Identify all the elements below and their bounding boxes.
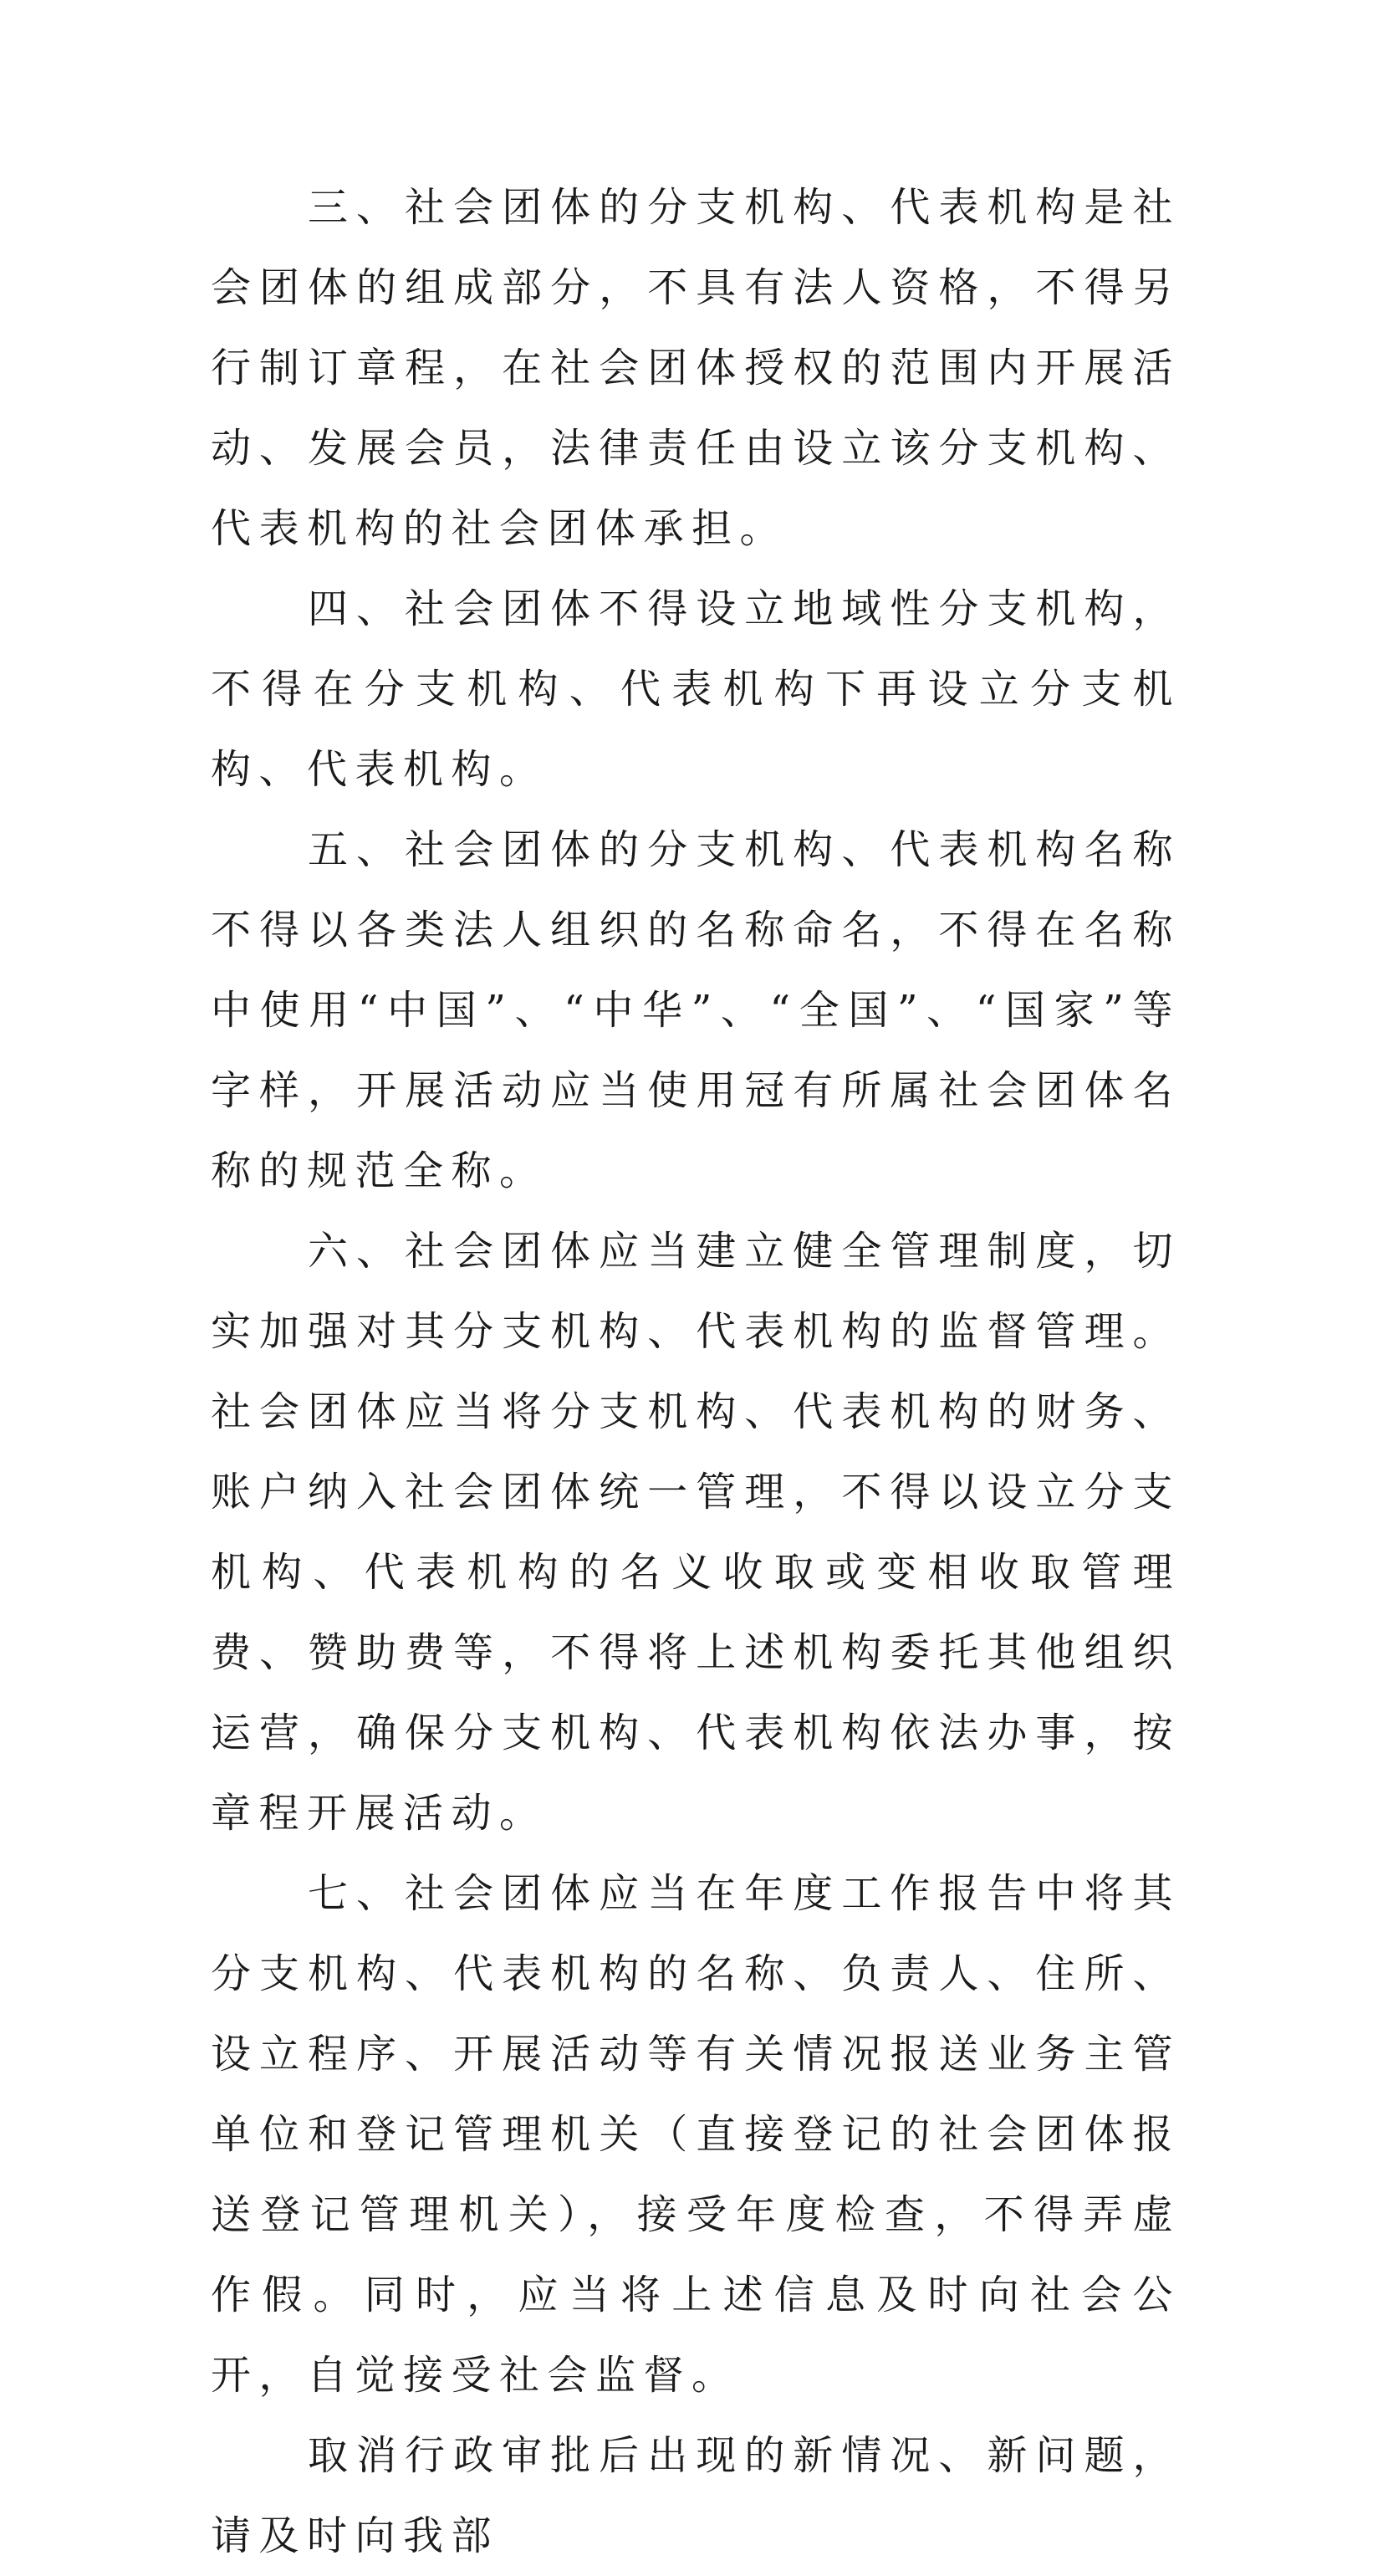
paragraph-4: 四、社会团体不得设立地域性分支机构，不得在分支机构、代表机构下再设立分支机构、代表机构。 bbox=[211, 585, 1181, 793]
paragraph-closing: 取消行政审批后出现的新情况、新问题，请及时向我部 bbox=[211, 2432, 1181, 2559]
paragraph-7: 七、社会团体应当在年度工作报告中将其分支机构、代表机构的名称、负责人、住所、设立程序、开展活动等有关情况报送业务主管单位和登记管理机关（直接登记的社会团体报送登记管理机关），接受年度检查，不得弄虚作假。同时，应当将上述信息及时向社会公开，自觉接受社会监督。 bbox=[211, 1870, 1181, 2399]
paragraph-5: 五、社会团体的分支机构、代表机构名称不得以各类法人组织的名称命名，不得在名称中使用“中国”、“中华”、“全国”、“国家”等字样，开展活动应当使用冠有所属社会团体名称的规范全称。 bbox=[211, 826, 1181, 1194]
paragraph-3: 三、社会团体的分支机构、代表机构是社会团体的组成部分，不具有法人资格，不得另行制订章程，在社会团体授权的范围内开展活动、发展会员，法律责任由设立该分支机构、代表机构的社会团体承担。 bbox=[211, 184, 1181, 552]
document-body bbox=[211, 167, 1181, 2576]
paragraph-6: 六、社会团体应当建立健全管理制度，切实加强对其分支机构、代表机构的监督管理。社会团体应当将分支机构、代表机构的财务、账户纳入社会团体统一管理，不得以设立分支机构、代表机构的名义收取或变相收取管理费、赞助费等，不得将上述机构委托其他组织运营，确保分支机构、代表机构依法办事，按章程开展活动。 bbox=[211, 1228, 1181, 1837]
